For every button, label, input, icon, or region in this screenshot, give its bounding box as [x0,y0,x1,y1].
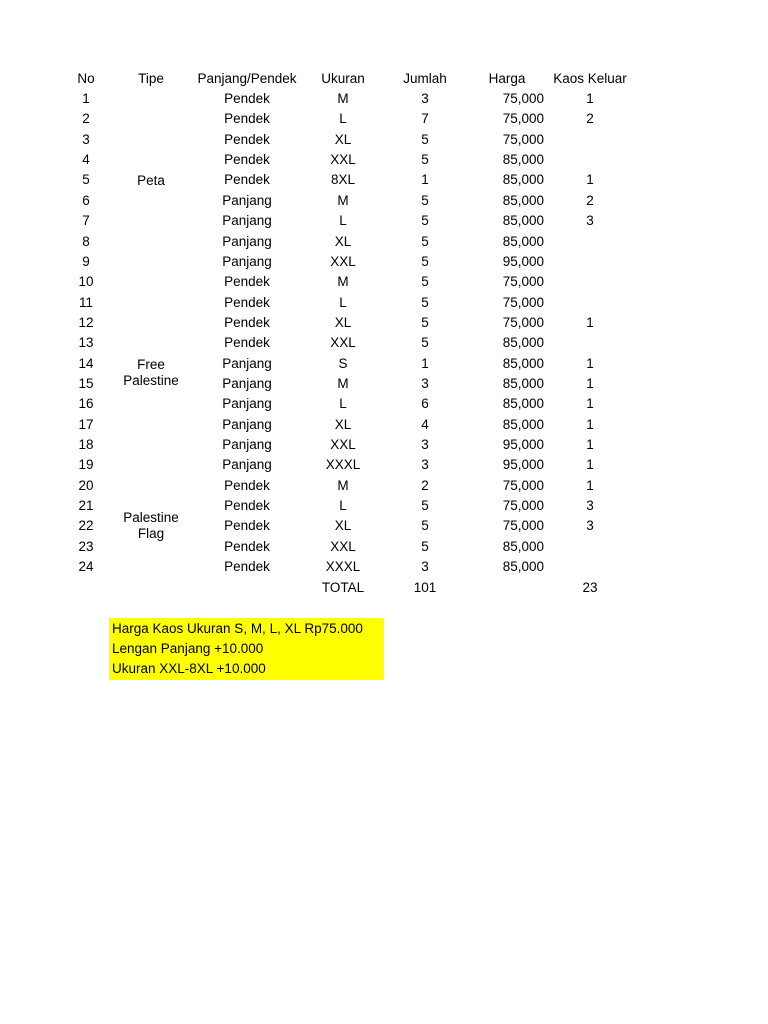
cell-no: 18 [78,437,94,452]
cell-ukuran: 8XL [330,172,356,188]
cell-ukuran: XXL [330,152,356,168]
cell-jumlah: 5 [421,314,429,330]
cell-harga: 95,000 [502,253,544,269]
cell-kaos-keluar: 3 [586,518,594,534]
cell-jumlah: 5 [421,152,429,168]
cell-no: 13 [78,335,94,351]
cell-no: 14 [78,355,94,371]
tipe-group-free-palestine [111,357,191,389]
cell-harga: 75,000 [502,111,544,127]
table-row [0,476,768,496]
table-row [0,130,768,150]
cell-jumlah: 5 [421,498,429,513]
cell-jumlah: 7 [421,111,429,127]
cell-kaos-keluar [550,557,630,577]
cell-no: 6 [82,192,90,208]
total-label: TOTAL [321,580,365,595]
header-kaos-keluar: Kaos Keluar [553,71,627,86]
note-line-2: Lengan Panjang +10.000 [112,641,264,656]
cell-harga: 85,000 [502,172,544,188]
cell-panjang-pendek: Pendek [224,559,270,574]
cell-ukuran: XL [334,416,352,432]
cell-panjang-pendek: Pendek [224,498,270,513]
cell-no: 24 [78,559,94,574]
cell-kaos-keluar: 3 [586,498,594,513]
cell-ukuran: L [339,111,347,127]
table-row [0,252,768,272]
cell-jumlah: 5 [421,233,429,249]
table-row [0,89,768,109]
cell-panjang-pendek: Pendek [224,91,270,106]
cell-kaos-keluar: 1 [586,314,594,330]
cell-kaos-keluar [550,130,630,150]
tipe-label-free-palestine-line1: Free [137,357,165,372]
cell-ukuran: L [339,396,347,412]
cell-harga: 85,000 [502,538,544,554]
cell-jumlah: 3 [421,457,429,473]
cell-kaos-keluar [550,232,630,252]
cell-kaos-keluar: 2 [586,111,594,127]
cell-panjang-pendek: Pendek [224,172,270,188]
cell-kaos-keluar [550,537,630,557]
table-row [0,232,768,252]
cell-ukuran: XXL [330,335,356,351]
cell-no: 21 [78,498,94,513]
cell-kaos-keluar: 1 [586,477,594,493]
cell-harga: 85,000 [502,396,544,412]
table-row [0,333,768,353]
cell-jumlah: 3 [421,375,429,391]
cell-jumlah: 3 [421,437,429,452]
cell-panjang-pendek: Pendek [224,294,270,310]
total-kaos-keluar: 23 [582,580,598,595]
cell-ukuran: XXL [330,253,356,269]
note-line-3: Ukuran XXL-8XL +10.000 [112,661,266,676]
cell-panjang-pendek: Panjang [222,213,272,229]
cell-harga: 85,000 [502,375,544,391]
cell-no: 23 [78,538,94,554]
cell-harga: 75,000 [502,294,544,310]
cell-kaos-keluar [550,252,630,272]
cell-no: 2 [82,111,90,127]
header-no: No [77,71,95,86]
price-note-box [109,618,384,680]
cell-kaos-keluar [550,293,630,313]
cell-ukuran: XL [334,314,352,330]
cell-jumlah: 3 [421,559,429,574]
cell-harga: 75,000 [502,498,544,513]
cell-jumlah: 5 [421,213,429,229]
cell-kaos-keluar [550,333,630,353]
cell-jumlah: 5 [421,253,429,269]
cell-ukuran: XXXL [325,559,361,574]
cell-no: 12 [78,314,94,330]
cell-kaos-keluar: 1 [586,457,594,473]
cell-ukuran: L [339,498,347,513]
cell-ukuran: L [339,213,347,229]
cell-ukuran: M [337,477,349,493]
cell-kaos-keluar [550,272,630,292]
cell-harga: 85,000 [502,192,544,208]
cell-no: 20 [78,477,94,493]
table-row [0,109,768,129]
cell-kaos-keluar: 1 [586,172,594,188]
cell-ukuran: XL [334,131,352,147]
cell-panjang-pendek: Pendek [224,477,270,493]
cell-kaos-keluar: 1 [586,437,594,452]
table-row [0,191,768,211]
cell-jumlah: 2 [421,477,429,493]
cell-no: 4 [82,152,90,168]
table-row [0,557,768,577]
header-harga: Harga [488,71,526,86]
cell-no: 7 [82,213,90,229]
cell-ukuran: M [337,375,349,391]
cell-ukuran: L [339,294,347,310]
note-line-1: Harga Kaos Ukuran S, M, L, XL Rp75.000 [112,621,363,636]
header-panjang-pendek: Panjang/Pendek [197,71,297,86]
cell-ukuran: M [337,274,349,290]
cell-no: 10 [78,274,94,290]
cell-ukuran: XXL [330,437,356,452]
cell-no: 8 [82,233,90,249]
cell-ukuran: M [337,91,349,106]
table-row [0,435,768,455]
header-tipe: Tipe [138,71,164,86]
cell-ukuran: XL [334,518,352,534]
cell-panjang-pendek: Pendek [224,518,270,534]
cell-harga: 75,000 [502,314,544,330]
cell-no: 11 [78,294,93,310]
total-jumlah: 101 [413,580,437,595]
cell-jumlah: 5 [421,294,429,310]
cell-panjang-pendek: Panjang [222,375,272,391]
table-header-row [0,69,768,89]
cell-panjang-pendek: Pendek [224,152,270,168]
table-row [0,415,768,435]
cell-harga: 75,000 [502,518,544,534]
table-row [0,293,768,313]
cell-kaos-keluar: 1 [586,375,594,391]
cell-harga: 85,000 [502,416,544,432]
cell-panjang-pendek: Panjang [222,416,272,432]
table-row [0,394,768,414]
cell-jumlah: 1 [421,172,429,188]
cell-ukuran: S [338,355,348,371]
cell-ukuran: XXL [330,538,356,554]
cell-no: 15 [78,375,94,391]
table-row [0,211,768,231]
cell-no: 9 [82,253,90,269]
cell-harga: 85,000 [502,559,544,574]
tipe-label-palestine-flag-line2: Flag [137,526,165,541]
cell-jumlah: 5 [421,538,429,554]
cell-no: 16 [78,396,94,412]
cell-jumlah: 5 [421,131,429,147]
cell-jumlah: 5 [421,518,429,534]
cell-harga: 85,000 [502,233,544,249]
cell-jumlah: 5 [421,192,429,208]
cell-harga: 85,000 [502,335,544,351]
cell-kaos-keluar: 3 [586,213,594,229]
cell-harga: 85,000 [502,213,544,229]
cell-kaos-keluar [550,150,630,170]
cell-panjang-pendek: Pendek [224,274,270,290]
cell-jumlah: 4 [421,416,429,432]
header-jumlah: Jumlah [403,71,447,86]
cell-ukuran: M [337,192,349,208]
cell-harga: 75,000 [502,91,544,106]
cell-panjang-pendek: Panjang [222,457,272,473]
cell-panjang-pendek: Panjang [222,233,272,249]
tipe-group-palestine-flag [111,510,191,542]
cell-no: 19 [78,457,94,473]
cell-panjang-pendek: Panjang [222,355,272,371]
cell-kaos-keluar: 1 [586,416,594,432]
cell-panjang-pendek: Panjang [222,253,272,269]
cell-ukuran: XXXL [325,457,361,473]
cell-ukuran: XL [334,233,352,249]
cell-kaos-keluar: 1 [586,396,594,412]
cell-harga: 85,000 [502,355,544,371]
cell-no: 17 [78,416,94,432]
cell-kaos-keluar: 1 [586,91,594,106]
cell-kaos-keluar: 1 [586,355,594,371]
cell-no: 3 [82,131,90,147]
cell-panjang-pendek: Panjang [222,396,272,412]
cell-no: 1 [82,91,90,106]
cell-panjang-pendek: Pendek [224,314,270,330]
tipe-label-peta: Peta [137,173,165,188]
tipe-label-free-palestine-line2: Palestine [123,373,179,388]
cell-no: 5 [82,172,90,188]
cell-panjang-pendek: Pendek [224,538,270,554]
tipe-label-palestine-flag-line1: Palestine [123,510,179,525]
table-row [0,272,768,292]
cell-no: 22 [78,518,94,534]
cell-harga: 75,000 [502,477,544,493]
cell-jumlah: 6 [421,396,429,412]
header-ukuran: Ukuran [321,71,365,86]
cell-panjang-pendek: Pendek [224,335,270,351]
cell-panjang-pendek: Panjang [222,192,272,208]
cell-jumlah: 3 [421,91,429,106]
tipe-group-peta [111,173,191,189]
cell-harga: 95,000 [502,437,544,452]
cell-jumlah: 5 [421,335,429,351]
cell-kaos-keluar: 2 [586,192,594,208]
cell-panjang-pendek: Pendek [224,111,270,127]
table-row [0,313,768,333]
cell-harga: 85,000 [502,152,544,168]
cell-jumlah: 1 [421,355,429,371]
cell-panjang-pendek: Pendek [224,131,270,147]
cell-harga: 95,000 [502,457,544,473]
cell-jumlah: 5 [421,274,429,290]
cell-harga: 75,000 [502,131,544,147]
table-row [0,150,768,170]
cell-panjang-pendek: Panjang [222,437,272,452]
table-total-row [0,578,768,598]
table-row [0,455,768,475]
cell-harga: 75,000 [502,274,544,290]
